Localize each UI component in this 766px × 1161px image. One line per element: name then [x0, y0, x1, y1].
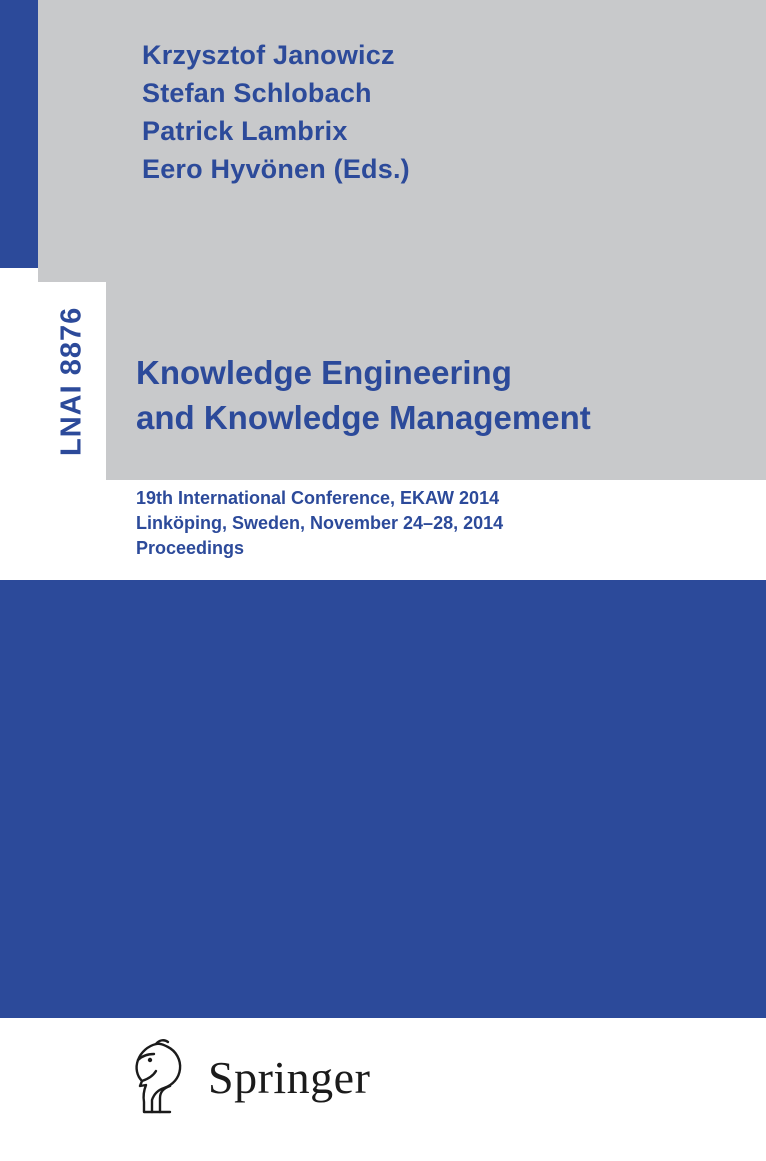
book-title-line-1: Knowledge Engineering [136, 354, 512, 391]
blue-lower-band [0, 580, 766, 1018]
subtitle-location-date: Linköping, Sweden, November 24–28, 2014 [136, 513, 504, 533]
editor-name: Patrick Lambrix [142, 116, 348, 146]
series-code-label: LNAI 8876 [55, 306, 88, 456]
book-title [136, 350, 748, 440]
left-spine-bar-top [0, 0, 38, 268]
editor-name: Eero Hyvönen (Eds.) [142, 154, 410, 184]
book-title-line-2: and Knowledge Management [136, 399, 591, 436]
publisher-logo [126, 1022, 526, 1132]
editors-list [142, 38, 702, 190]
springer-knight-icon [126, 1036, 198, 1118]
subtitle-conference: 19th International Conference, EKAW 2014 [136, 488, 500, 508]
editor-name: Stefan Schlobach [142, 78, 372, 108]
book-subtitle [136, 486, 736, 561]
publisher-name: Springer [208, 1051, 371, 1103]
subtitle-proceedings: Proceedings [136, 538, 245, 558]
left-spine-bar-gap [0, 268, 38, 480]
editor-name: Krzysztof Janowicz [142, 40, 395, 70]
